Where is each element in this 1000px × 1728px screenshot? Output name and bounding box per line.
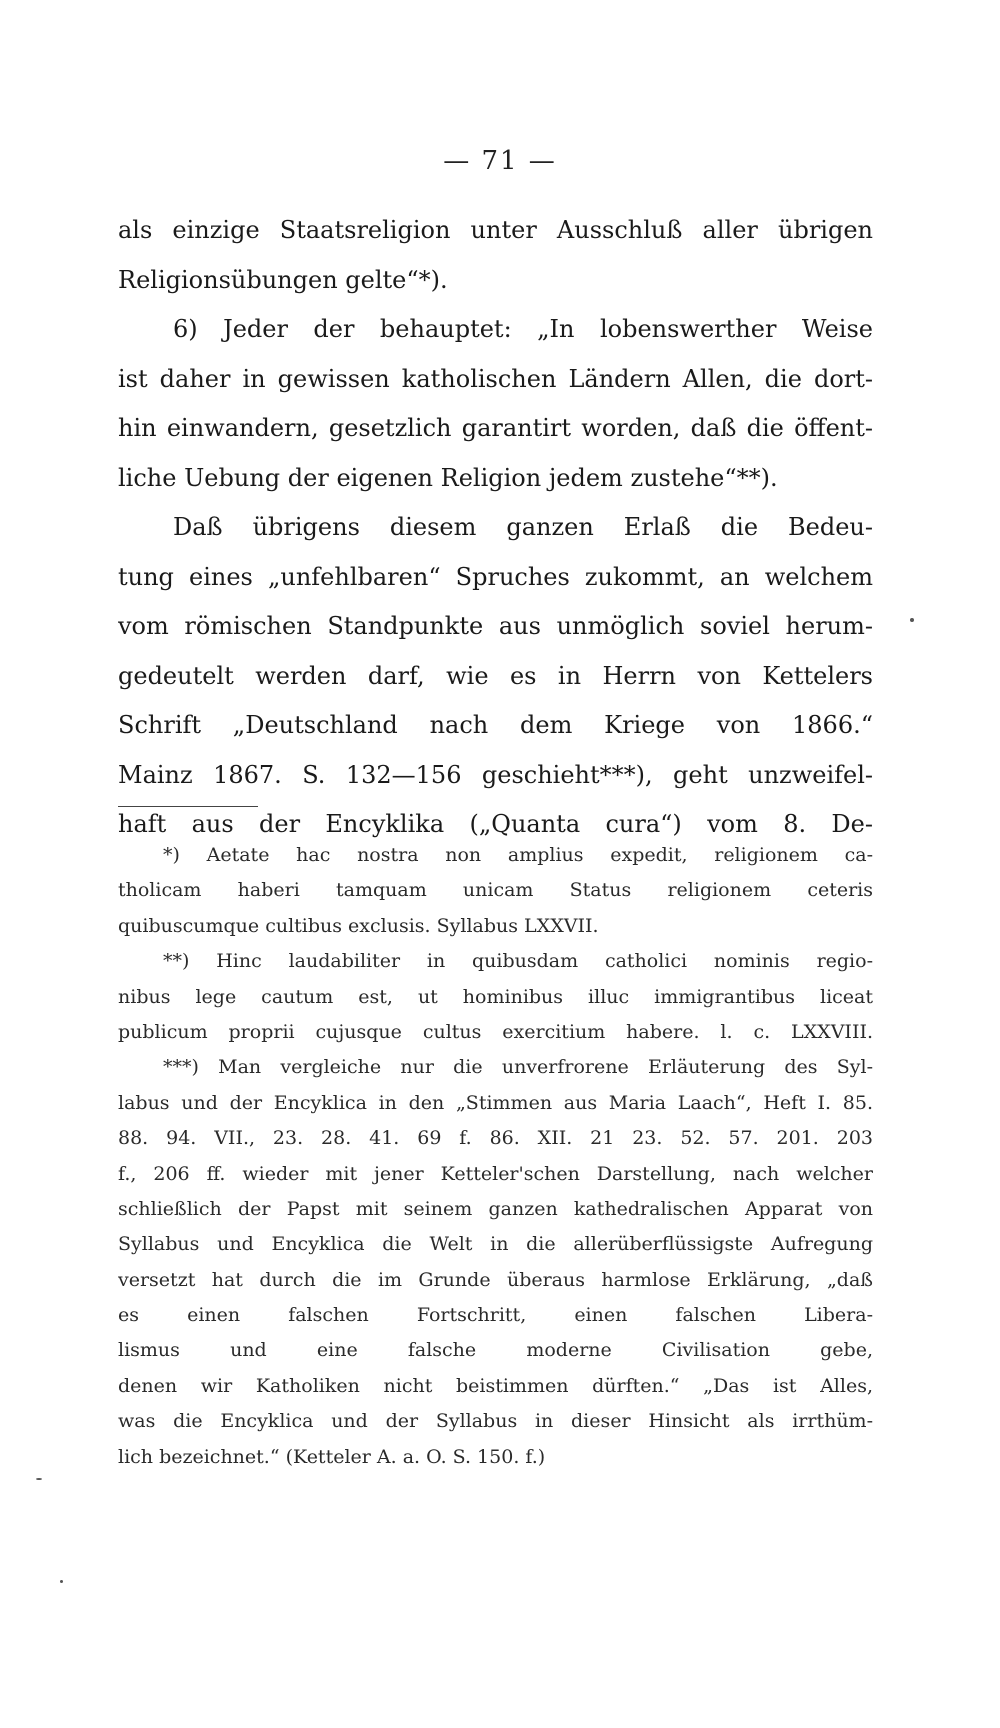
footnote-line: f., 206 ff. wieder mit jener Ketteler'schen Darstellung, nach welcher: [118, 1162, 873, 1185]
footnotes: [118, 838, 873, 1475]
body-line: Religionsübungen gelte“*).: [118, 265, 448, 294]
body-line: ist daher in gewissen katholischen Ländern Allen, die dort-: [118, 364, 873, 393]
paper-speck: [60, 1580, 63, 1583]
paper-speck: [36, 1478, 42, 1480]
body-line: 6) Jeder der behauptet: „In lobenswerther Weise: [173, 315, 873, 343]
footnote-separator: [118, 806, 258, 807]
footnote-line: schließlich der Papst mit seinem ganzen kathedralischen Apparat von: [118, 1197, 873, 1220]
body-line: haft aus der Encyklika („Quanta cura“) vom 8. De-: [118, 810, 873, 838]
footnote-line: denen wir Katholiken nicht beistimmen dürften.“ „Das ist Alles,: [118, 1374, 873, 1397]
footnote-line: labus und der Encyklica in den „Stimmen aus Maria Laach“, Heft I. 85.: [118, 1091, 873, 1114]
footnote-line: lismus und eine falsche moderne Civilisation gebe,: [118, 1339, 873, 1362]
footnote-line: lich bezeichnet.“ (Ketteler A. a. O. S. 150. f.): [118, 1445, 546, 1468]
body-line: gedeutelt werden darf, wie es in Herrn von Kettelers: [118, 661, 873, 690]
body-line: Mainz 1867. S. 132—156 geschieht***), geht unzweifel-: [118, 760, 873, 789]
body-line: tung eines „unfehlbaren“ Spruches zukommt, an welchem: [118, 562, 873, 591]
page-number: — 71 —: [443, 146, 557, 176]
footnote-line: ***) Man vergleiche nur die unverfrorene Erläuterung des Syl-: [163, 1056, 873, 1079]
main-text: [118, 206, 873, 850]
footnote-line: tholicam haberi tamquam unicam Status religionem ceteris: [118, 879, 873, 902]
footnote-line: **) Hinc laudabiliter in quibusdam catholici nominis regio-: [163, 950, 873, 973]
body-line: liche Uebung der eigenen Religion jedem zustehe“**).: [118, 463, 778, 492]
body-line: Daß übrigens diesem ganzen Erlaß die Bedeu-: [173, 513, 873, 541]
footnote-line: *) Aetate hac nostra non amplius expedit, religionem ca-: [163, 844, 873, 866]
footnote-line: Syllabus und Encyklica die Welt in die allerüberflüssigste Aufregung: [118, 1233, 873, 1256]
footnote-line: nibus lege cautum est, ut hominibus illuc immigrantibus liceat: [118, 985, 873, 1008]
footnote-line: quibuscumque cultibus exclusis. Syllabus LXXVII.: [118, 914, 599, 937]
body-line: vom römischen Standpunkte aus unmöglich soviel herum-: [118, 612, 873, 640]
body-line: Schrift „Deutschland nach dem Kriege von 1866.“: [118, 711, 873, 739]
footnote-line: was die Encyklica und der Syllabus in dieser Hinsicht als irrthüm-: [118, 1410, 873, 1433]
footnote-line: 88. 94. VII., 23. 28. 41. 69 f. 86. XII. 21 23. 52. 57. 201. 203: [118, 1127, 873, 1150]
body-line: als einzige Staatsreligion unter Ausschluß aller übrigen: [118, 216, 873, 244]
footnote-line: es einen falschen Fortschritt, einen falschen Libera-: [118, 1304, 873, 1327]
paper-speck: [910, 618, 914, 622]
footnote-line: versetzt hat durch die im Grunde überaus harmlose Erklärung, „daß: [118, 1268, 873, 1291]
body-line: hin einwandern, gesetzlich garantirt worden, daß die öffent-: [118, 414, 873, 442]
footnote-line: publicum proprii cujusque cultus exercitium habere. l. c. LXXVIII.: [118, 1020, 873, 1043]
